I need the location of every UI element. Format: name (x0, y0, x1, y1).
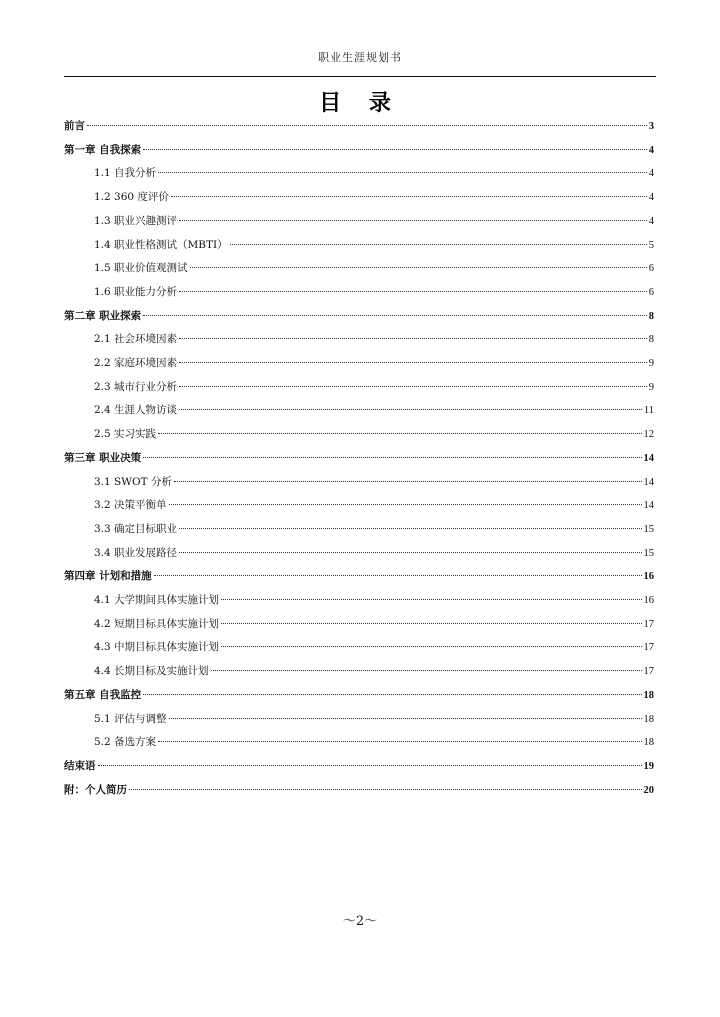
toc-entry-label: 2.2 家庭环境因素 (94, 357, 178, 369)
toc-entry-page: 8 (648, 334, 654, 346)
toc-entry-label: 前言 (64, 120, 85, 132)
toc-entry-page: 18 (643, 713, 654, 725)
toc-entry-page: 12 (643, 429, 654, 441)
toc-section-entry[interactable] (94, 165, 654, 181)
header-title: 职业生涯规划书 (318, 51, 402, 64)
toc-section-entry[interactable] (94, 521, 654, 537)
toc-entry-label: 3.2 决策平衡单 (94, 499, 167, 512)
toc-entry-page: 4 (648, 168, 654, 180)
toc-section-entry[interactable] (94, 711, 654, 727)
toc-entry-page: 6 (648, 286, 654, 298)
toc-dot-leader (221, 646, 641, 647)
toc-entry-page: 15 (643, 523, 654, 535)
toc-entry-label: 2.5 实习实践 (94, 428, 157, 441)
toc-entry-label: 3.4 职业发展路径 (94, 546, 178, 559)
toc-entry-page: 6 (648, 263, 654, 275)
toc-dot-leader (179, 552, 641, 553)
toc-section-entry[interactable] (94, 616, 654, 632)
toc-entry-label: 1.5 职业价值观测试 (94, 262, 188, 275)
toc-dot-leader (190, 267, 647, 268)
toc-dot-leader (154, 575, 642, 576)
toc-entry-label: 2.3 城市行业分析 (94, 380, 178, 393)
toc-entry-label: 第三章 职业决策 (64, 451, 142, 464)
toc-dot-leader (221, 599, 641, 600)
toc-section-entry[interactable] (94, 379, 654, 395)
toc-entry-page: 4 (648, 144, 654, 156)
toc-dot-leader (211, 670, 642, 671)
toc-dot-leader (179, 362, 647, 363)
toc-entry-page: 20 (643, 784, 654, 796)
toc-dot-leader (98, 765, 642, 766)
toc-section-entry[interactable] (94, 189, 654, 205)
toc-entry-page: 19 (643, 760, 654, 772)
toc-entry-label: 4.3 中期目标具体实施计划 (94, 641, 220, 654)
toc-entry-page: 14 (643, 476, 654, 488)
toc-dot-leader (230, 244, 647, 245)
toc-dot-leader (143, 694, 641, 695)
toc-entry-label: 第四章 计划和措施 (64, 570, 152, 583)
toc-entry-page: 15 (643, 547, 654, 559)
toc-entry-page: 8 (648, 310, 654, 322)
toc-entry-page: 17 (643, 618, 654, 630)
toc-section-entry[interactable] (94, 213, 654, 229)
toc-section-entry[interactable] (94, 237, 654, 253)
toc-entry-page: 9 (648, 358, 654, 369)
toc-section-entry[interactable] (94, 592, 654, 608)
toc-section-entry[interactable] (94, 639, 654, 655)
toc-entry-page: 4 (648, 215, 654, 227)
toc-entry-page: 3 (648, 121, 654, 132)
toc-entry-page: 9 (648, 381, 654, 393)
toc-entry-label: 2.1 社会环境因素 (94, 333, 178, 346)
toc-dot-leader (179, 338, 647, 339)
toc-entry-page: 5 (648, 239, 654, 251)
toc-entry-label: 第二章 职业探索 (64, 309, 142, 322)
toc-chapter-entry[interactable] (64, 782, 654, 798)
toc-section-entry[interactable] (94, 284, 654, 300)
toc-entry-label: 4.4 长期目标及实施计划 (94, 665, 209, 678)
toc-entry-label: 第五章 自我监控 (64, 688, 142, 701)
toc-chapter-entry[interactable] (64, 450, 654, 466)
toc-dot-leader (169, 504, 642, 505)
toc-chapter-entry[interactable] (64, 142, 654, 158)
toc-entry-label: 第一章 自我探索 (64, 143, 142, 156)
toc-entry-label: 2.4 生涯人物访谈 (94, 404, 178, 417)
toc-entry-page: 14 (643, 500, 654, 512)
toc-entry-page: 11 (643, 405, 654, 417)
toc-entry-page: 16 (643, 571, 654, 583)
toc-entry-page: 14 (643, 452, 654, 464)
toc-entry-page: 17 (643, 666, 654, 678)
toc-dot-leader (174, 481, 642, 482)
toc-dot-leader (158, 433, 641, 434)
toc-entry-label: 1.6 职业能力分析 (94, 285, 178, 298)
toc-chapter-entry[interactable] (64, 568, 654, 584)
toc-dot-leader (179, 528, 641, 529)
toc-dot-leader (179, 386, 647, 387)
toc-entry-label: 5.2 备选方案 (94, 736, 157, 749)
page-number: ～2～ (342, 914, 378, 929)
toc-entry-label: 1.3 职业兴趣测评 (94, 214, 178, 227)
toc-entry-label: 4.1 大学期间具体实施计划 (94, 594, 220, 606)
header-divider (64, 76, 656, 77)
toc-dot-leader (143, 457, 641, 458)
toc-entry-page: 18 (643, 689, 654, 701)
toc-dot-leader (143, 315, 647, 316)
toc-section-entry[interactable] (94, 734, 654, 750)
toc-entry-label: 5.1 评估与调整 (94, 712, 167, 725)
toc-entry-page: 16 (643, 595, 654, 606)
toc-entry-label: 附：个人简历 (64, 783, 127, 796)
toc-chapter-entry[interactable] (64, 308, 654, 324)
toc-title: 目 录 (319, 91, 401, 116)
toc-entry-page: 17 (643, 642, 654, 654)
toc-section-entry[interactable] (94, 663, 654, 679)
toc-section-entry[interactable] (94, 355, 654, 371)
toc-entry-page: 18 (643, 737, 654, 749)
toc-dot-leader (179, 291, 647, 292)
toc-chapter-entry[interactable] (64, 118, 654, 134)
toc-chapter-entry[interactable] (64, 758, 654, 774)
toc-dot-leader (129, 789, 642, 790)
toc-entry-label: 结束语 (64, 759, 96, 772)
toc-entry-label: 4.2 短期目标具体实施计划 (94, 617, 220, 630)
toc-entry-label: 1.4 职业性格测试（MBTI） (94, 238, 228, 251)
toc-entry-label: 3.3 确定目标职业 (94, 522, 178, 535)
toc-chapter-entry[interactable] (64, 687, 654, 703)
toc-dot-leader (179, 409, 642, 410)
toc-section-entry[interactable] (94, 331, 654, 347)
toc-dot-leader (179, 220, 647, 221)
toc-section-entry[interactable] (94, 497, 654, 513)
toc-dot-leader (169, 718, 642, 719)
toc-dot-leader (158, 172, 647, 173)
toc-dot-leader (171, 196, 647, 197)
toc-entry-label: 1.2 360 度评价 (94, 191, 169, 204)
toc-dot-leader (143, 149, 647, 150)
toc-entry-page: 4 (648, 192, 654, 204)
toc-section-entry[interactable] (94, 260, 654, 276)
toc-section-entry[interactable] (94, 402, 654, 418)
toc-dot-leader (221, 623, 641, 624)
toc-section-entry[interactable] (94, 426, 654, 442)
toc-section-entry[interactable] (94, 545, 654, 561)
toc-entry-label: 3.1 SWOT 分析 (94, 475, 172, 488)
toc-dot-leader (87, 125, 647, 126)
toc-dot-leader (158, 741, 641, 742)
toc-section-entry[interactable] (94, 474, 654, 490)
toc-entry-label: 1.1 自我分析 (94, 167, 157, 180)
